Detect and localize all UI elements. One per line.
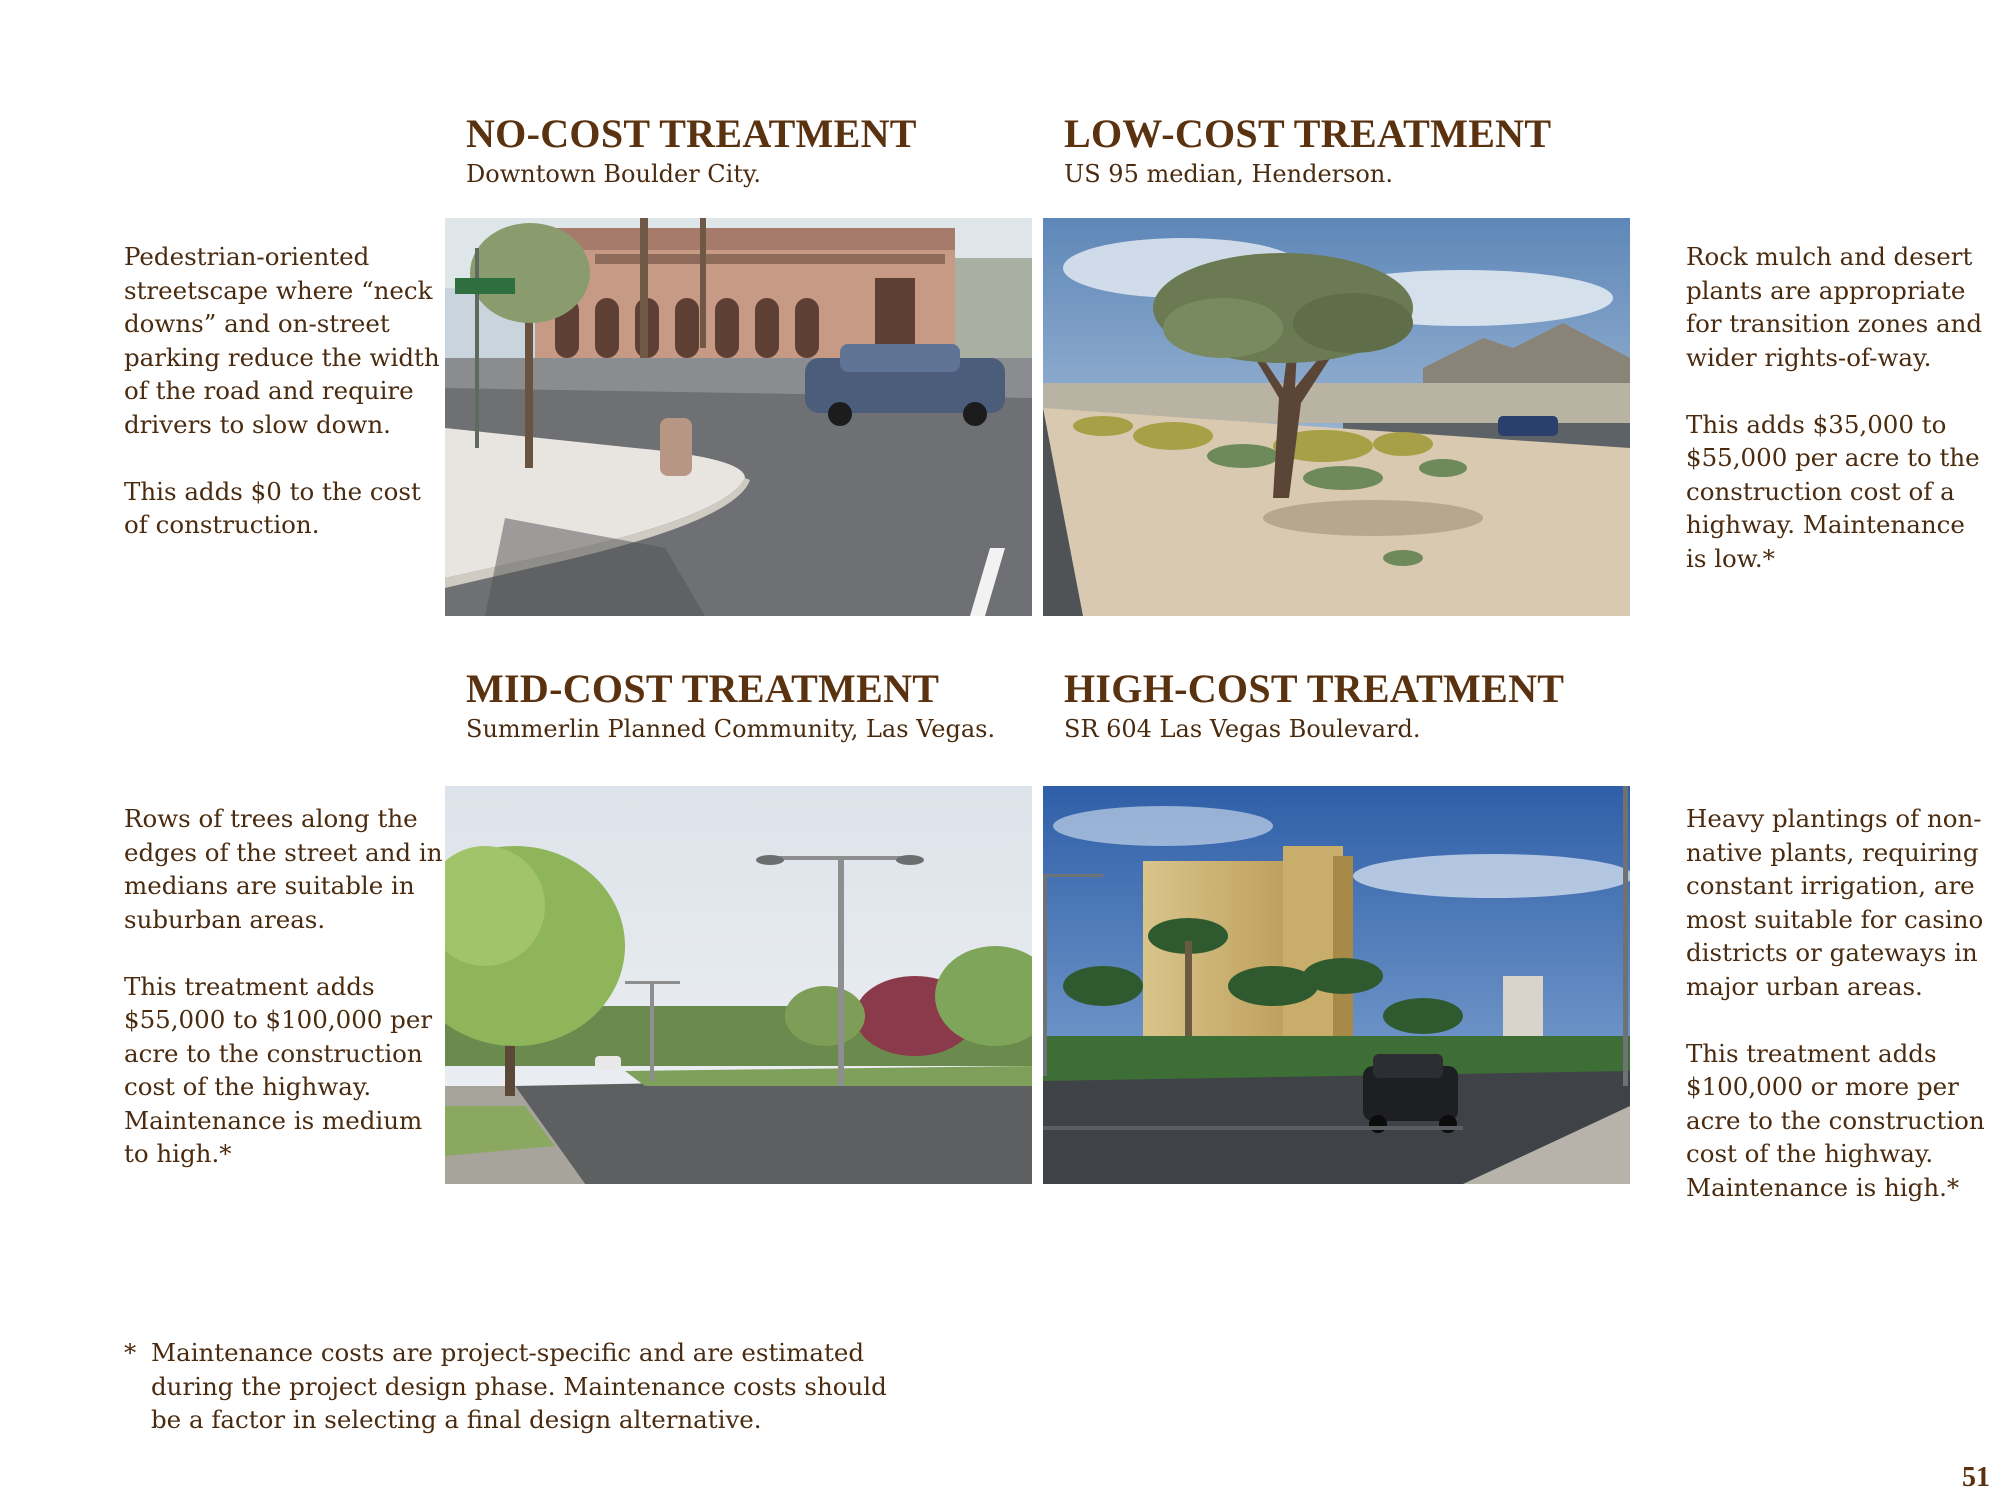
maintenance-footnote [124,1336,904,1437]
footnote-marker: * [124,1338,137,1367]
mid-cost-description [124,802,444,1171]
casino-boulevard-photo [1043,786,1630,1184]
mid-cost-description-text: Rows of trees along the edges of the street and in medians are suitable in suburban areas. [124,804,443,934]
high-cost-heading: HIGH-COST TREATMENT [1064,666,1565,711]
no-cost-cost-text: This adds $0 to the cost of construction. [124,476,421,539]
no-cost-location: Downtown Boulder City. [466,160,761,188]
mid-cost-location: Summerlin Planned Community, Las Vegas. [466,715,996,743]
high-cost-description [1686,802,1986,1204]
low-cost-location: US 95 median, Henderson. [1064,160,1393,188]
page-number: 51 [1962,1462,1990,1493]
mid-cost-cost-text: This treatment adds $55,000 to $100,000 per acre to the construction cost of the highway. Maintenance is medium to high.* [124,971,433,1168]
low-cost-description [1686,240,1986,575]
low-cost-description-text: Rock mulch and desert plants are appropriate for transition zones and wider rights-of-way. [1686,242,1983,372]
low-cost-cost-text: This adds $35,000 to $55,000 per acre to the construction cost of a highway. Maintenance is low.* [1686,409,1980,573]
no-cost-description-text: Pedestrian-oriented streetscape where “neck downs” and on-street parking reduce the width of the road and require drivers to slow down. [124,242,440,439]
footnote-text: Maintenance costs are project-specific and are estimated during the project design phase. Maintenance costs should be a factor in selecting a final design alternative. [151,1338,887,1434]
no-cost-heading: NO-COST TREATMENT [466,111,917,156]
no-cost-description [124,240,444,542]
high-cost-cost-text: This treatment adds $100,000 or more per acre to the construction cost of the highway. Maintenance is high.* [1686,1038,1985,1202]
mid-cost-heading: MID-COST TREATMENT [466,666,940,711]
tree-lined-street-photo [445,786,1032,1184]
desert-median-photo [1043,218,1630,616]
high-cost-description-text: Heavy plantings of non-native plants, requiring constant irrigation, are most suitable for casino districts or gateways in major urban areas. [1686,804,1984,1001]
downtown-streetscape-photo [445,218,1032,616]
low-cost-heading: LOW-COST TREATMENT [1064,111,1552,156]
high-cost-location: SR 604 Las Vegas Boulevard. [1064,715,1421,743]
